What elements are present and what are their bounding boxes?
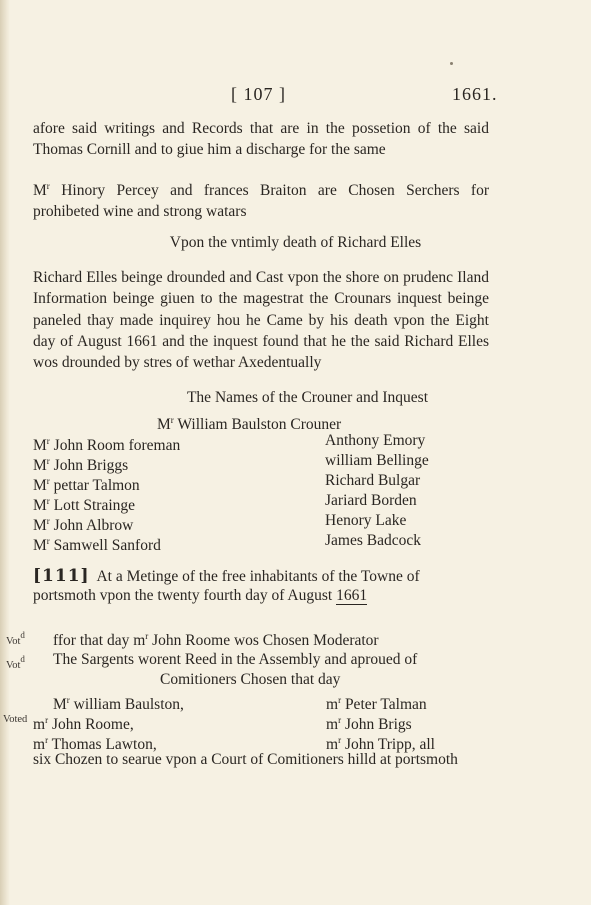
vote-sargents-line: The Sargents worent Reed in the Assembly and aproued of xyxy=(53,651,418,668)
meeting-number: [111] xyxy=(33,566,90,586)
meeting-line-2: portsmoth vpon the twenty fourth day of August 1661 xyxy=(33,587,368,604)
juror-right: Henory Lake xyxy=(325,512,407,529)
margin-vote-note: Vot$^d$ xyxy=(6,654,25,671)
meeting-line-1: [111] At a Metinge of the free inhabitants of the Towne of xyxy=(33,566,420,586)
juror-right: william Bellinge xyxy=(325,452,429,469)
crouner-line: $M^r$ William Baulston Crouner xyxy=(157,415,342,433)
inquest-paragraph: Richard Elles beinge drounded and Cast vpon the shore on prudenc Iland Information beinge giuen to the magestrat the Crounars inquest beinge paneled thay made inquirey hou he Came by his death vpon the Eight day of August 1661 and the inquest found that he the said Richard Elles wos drounded by stres of wethar Axedentually xyxy=(33,269,489,372)
comitioners-line: Comitioners Chosen that day xyxy=(160,671,341,688)
commissioner-right: $m^r$ John Tripp, all xyxy=(326,735,435,753)
juror-left: $M^r$ Samwell Sanford xyxy=(33,536,161,554)
commissioner-right: $m^r$ Peter Talman xyxy=(326,695,427,713)
juror-right: James Badcock xyxy=(325,532,421,549)
intro-paragraph: afore said writings and Records that are in the possetion of the said Thomas Cornill and to giue him a discharge for the same xyxy=(33,120,489,159)
juror-left: $M^r$ John Albrow xyxy=(33,516,134,534)
juror-right: Richard Bulgar xyxy=(325,472,421,489)
juror-right: Anthony Emory xyxy=(325,432,426,449)
juror-right: Jariard Borden xyxy=(325,492,417,509)
page-edge xyxy=(0,0,10,905)
serchers-paragraph: $M^r$ Hinory Percey and frances Braiton are Chosen Serchers for prohibeted wine and strong watars xyxy=(33,181,489,221)
margin-vote-note: Vot$^d$ xyxy=(6,630,25,647)
margin-voted-note: Voted xyxy=(3,714,28,725)
death-heading: Vpon the vntimly death of Richard Elles xyxy=(169,234,422,251)
ink-mark xyxy=(450,62,453,65)
commissioner-left: $m^r$ Thomas Lawton, xyxy=(33,735,157,753)
page-number: [ 107 ] xyxy=(231,84,286,104)
vote-moderator-line: ffor that day $m^r$ John Roome wos Chosen Moderator xyxy=(53,631,379,649)
page-year: 1661. xyxy=(452,84,498,104)
juror-left: $M^r$ pettar Talmon xyxy=(33,476,140,494)
commissioner-left: $M^r$ william Baulston, xyxy=(53,695,184,713)
commissioner-left: $m^r$ John Roome, xyxy=(33,715,134,733)
juror-left: $M^r$ Lott Strainge xyxy=(33,496,136,514)
names-heading: The Names of the Crouner and Inquest xyxy=(186,389,429,406)
juror-left: $M^r$ John Briggs xyxy=(33,456,129,474)
juror-left: $M^r$ John Room foreman xyxy=(33,436,181,454)
meeting-year: 1661 xyxy=(336,587,368,604)
commissioner-right: $m^r$ John Brigs xyxy=(326,715,412,733)
closing-paragraph: six Chozen to searue vpon a Court of Comitioners hilld at portsmoth xyxy=(33,751,458,768)
